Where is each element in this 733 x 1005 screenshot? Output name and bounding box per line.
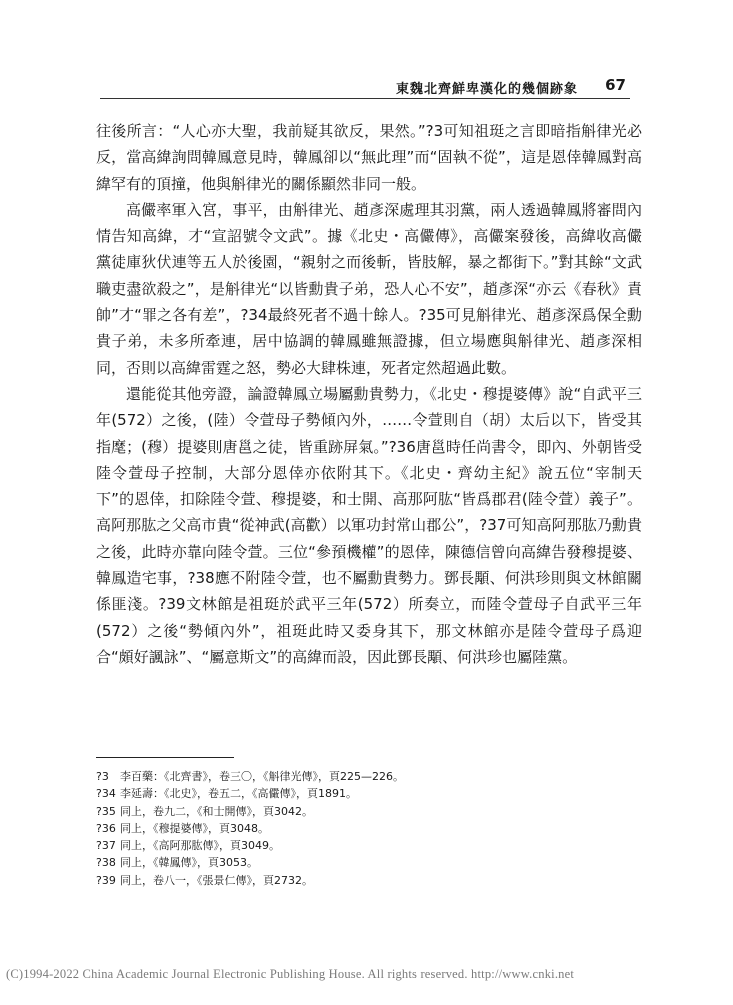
footnote-number: ?3 — [96, 770, 109, 783]
footnote — [96, 854, 616, 871]
footnote-divider — [96, 757, 234, 758]
footnote-number: ?39 — [96, 873, 116, 887]
footnote-text: 李延壽：《北史》，卷五二，《高儼傳》，頁1891。 — [120, 787, 357, 801]
footnote — [96, 820, 616, 837]
footnote — [96, 803, 616, 820]
paragraph: 高儼率軍入宮，事平，由斛律光、趙彥深處理其羽黨，兩人透過韓鳳將審問內情告知高緯，才“宣詔號令文武”。據《北史・高儼傳》，高儼案發後，高緯收高儼黨徒庫狄伏連等五人於後園，“親射之而後斬，皆肢解，暴之都街下。”對其餘“文武職吏盡欲殺之”，是斛律光“以皆勳貴子弟，恐人心不安”，趙彥深“亦云《春秋》責帥”才“罪之各有差”，?34最終死者不過十餘人。?35可見斛律光、趙彥深爲保全勳貴子弟，未多所牽連，居中協調的韓鳳雖無證據，但立場應與斛律光、趙彥深相同，否則以高緯雷霆之怒，勢必大肆株連，死者定然超過此數。 — [96, 200, 642, 377]
page-number: 67 — [605, 76, 626, 94]
footnote-text: 同上，卷九二，《和士開傳》，頁3042。 — [120, 804, 313, 818]
running-header — [100, 66, 630, 106]
footnote — [96, 872, 616, 889]
footnote — [96, 837, 616, 854]
footnote-text: 李百藥：《北齊書》，卷三〇，《斛律光傳》，頁225—226。 — [120, 770, 404, 783]
footnote-text: 同上，《穆提婆傳》，頁3048。 — [120, 821, 269, 835]
footnote-number: ?37 — [96, 839, 116, 853]
footnote-number: ?34 — [96, 787, 116, 801]
footnote-text: 同上，《韓鳳傳》，頁3053。 — [120, 856, 258, 870]
footnote-number: ?36 — [96, 821, 116, 835]
footnote — [96, 768, 616, 785]
footnote-text: 同上，《高阿那肱傳》，頁3049。 — [120, 839, 280, 853]
footnote — [96, 785, 616, 802]
footnote-number: ?38 — [96, 856, 116, 870]
running-title: 東魏北齊鮮卑漢化的幾個跡象 — [395, 82, 578, 97]
footnotes — [96, 768, 616, 889]
paragraph: 還能從其他旁證，論證韓鳳立場屬勳貴勢力，《北史・穆提婆傳》說“自武平三年(572）之後，(陸）令萱母子勢傾內外，……令萱則自（胡）太后以下，皆受其指麾；(穆）提婆則唐邕之徒，皆重跡屏氣。”?36唐邕時任尚書令，即內、外朝皆受陸令萱母子控制，大部分恩倖亦依附其下。《北史・齊幼主紀》說五位“宰制天下”的恩倖，扣除陸令萱、穆提婆，和士開、高那阿肱“皆爲郡君(陸令萱）義子”。高阿那肱之父高市貴“從神武(高歡）以軍功封常山郡公”，?37可知高阿那肱乃勳貴之後，此時亦靠向陸令萱。三位“參預機權”的恩倖，陳德信曾向高緯告發穆提婆、韓鳳造宅事，?38應不附陸令萱，也不屬勳貴勢力。鄧長顒、何洪珍則與文林館關係匪淺。?39文林館是祖珽於武平三年(572）所奏立，而陸令萱母子自武平三年(572）之後“勢傾內外”，祖珽此時又委身其下，那文林館亦是陸令萱母子爲迎合“頗好諷詠”、“屬意斯文”的高緯而設，因此鄧長顒、何洪珍也屬陸黨。 — [96, 384, 642, 666]
paragraph-continued: 往後所言：“人心亦大聖，我前疑其欲反，果然。”?3可知祖珽之言即暗指斛律光必反，當高緯詢問韓鳳意見時，韓鳳卻以“無此理”而“固執不從”，這是恩倖韓鳳對高緯罕有的頂撞，他與斛律光的關係顯然非同一般。 — [96, 122, 642, 193]
footnote-text: 同上，卷八一，《張景仁傳》，頁2732。 — [120, 873, 313, 887]
copyright-watermark: (C)1994-2022 China Academic Journal Electronic Publishing House. All rights reserved. http://www.cnki.net — [6, 967, 575, 981]
footnote-number: ?35 — [96, 804, 116, 818]
body-text — [96, 118, 642, 670]
header-rule — [100, 98, 630, 99]
